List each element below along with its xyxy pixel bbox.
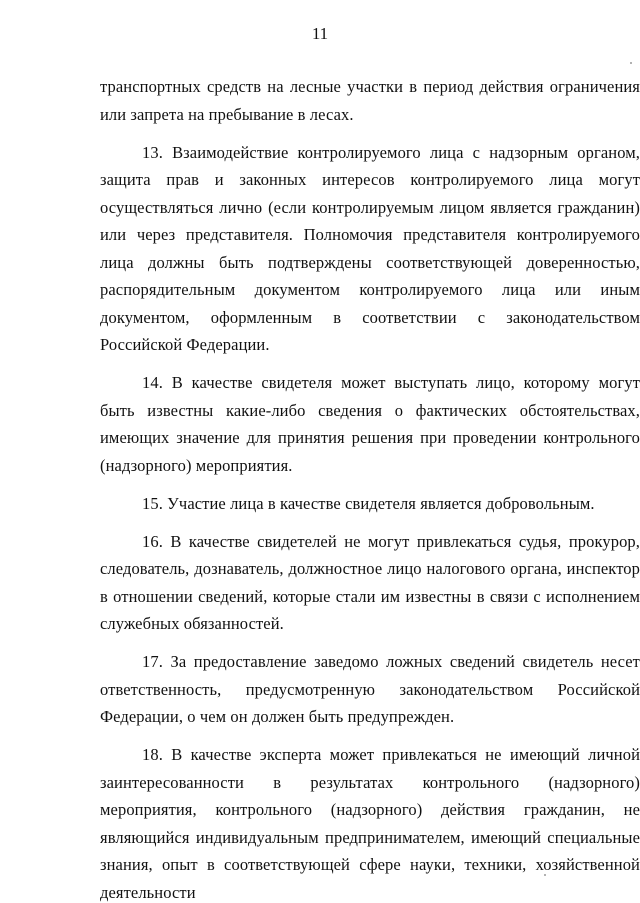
paragraph-17: 17. За предоставление заведомо ложных сведений свидетель несет ответственность, предусмотренную законодательством Российской Федерации, о чем он должен быть предупрежден.: [100, 652, 640, 726]
paragraph-16: 16. В качестве свидетелей не могут привлекаться судья, прокурор, следователь, дознаватель, должностное лицо налогового органа, инспектор в отношении сведений, которые стали им известны в связи с исполнением служебных обязанностей.: [100, 531, 640, 633]
paragraph-14: 14. В качестве свидетеля может выступать лицо, которому могут быть известны какие-либо сведения о фактических обстоятельствах, имеющих значение для принятия решения при проведении контрольного (надзорного) мероприятия.: [100, 373, 640, 475]
page-number: 11: [311, 24, 329, 43]
scan-speck: [630, 62, 632, 64]
document-body: [100, 73, 640, 903]
paragraph-18: 18. В качестве эксперта может привлекаться не имеющий личной заинтересованности в результатах контрольного (надзорного) мероприятия, контрольного (надзорного) действия гражданин, не являющийся индивидуальным предпринимателем, имеющий специальные знания, опыт в соответствующей сфере науки, техники, хозяйственной деятельности: [100, 745, 640, 902]
paragraph-13: 13. Взаимодействие контролируемого лица с надзорным органом, защита прав и законных интересов контролируемого лица могут осуществляться лично (если контролируемым лицом является гражданин) или через представителя. Полномочия представителя контролируемого лица должны быть подтверждены соответствующей доверенностью, распорядительным документом контролируемого лица или иным документом, оформленным в соответствии с законодательством Российской Федерации.: [100, 142, 640, 354]
paragraph-15: 15. Участие лица в качестве свидетеля является добровольным.: [142, 493, 595, 513]
scan-speck: [544, 874, 546, 876]
paragraph-continuation: транспортных средств на лесные участки в период действия ограничения или запрета на пребывание в лесах.: [100, 77, 640, 124]
